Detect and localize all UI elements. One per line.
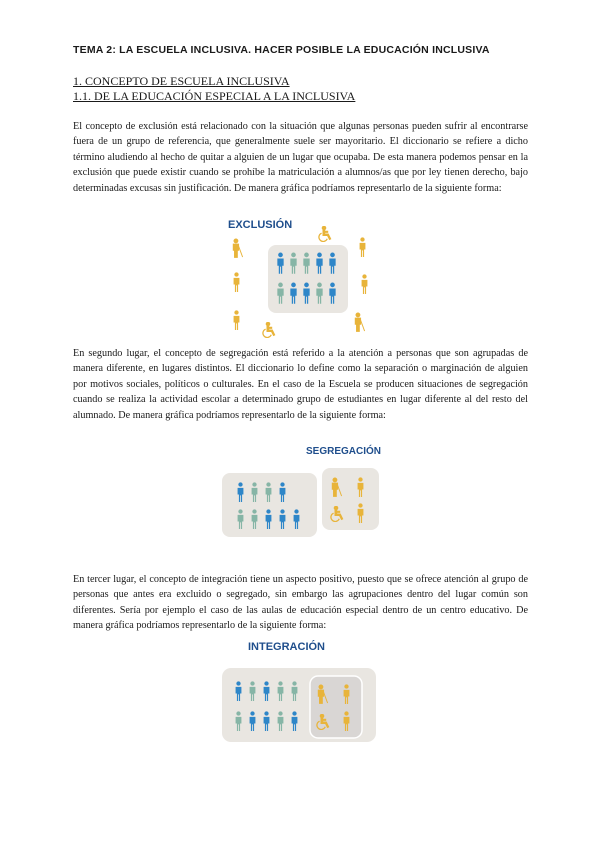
segregation-separate-box	[322, 468, 379, 530]
exclusion-label: EXCLUSIÓN	[228, 219, 293, 231]
blind-person-icon	[355, 313, 364, 332]
paragraph-integration: En tercer lugar, el concepto de integración tiene un aspecto positivo, puesto que se ofrece atención al grupo de personas que antes era excluido o segregado, sin embargo las agrupaciones dentro del lugar común son diferentes. Sería por ejemplo el caso de las aulas de educación especial dentro de un centro educativo. De manera gráfica podríamos representarlo de la siguiente forma:	[73, 574, 528, 632]
section-heading-1: 1. CONCEPTO DE ESCUELA INCLUSIVA	[73, 74, 290, 88]
paragraph-segregation: En segundo lugar, el concepto de segregación está referido a la atención a personas que son agrupadas de manera diferente, en lugares distintos. El diccionario lo define como la separación o marginación de alguien por motivos sociales, políticos o culturales. En el caso de la Escuela se producen situaciones de segregación cuando se realiza la actividad escolar a determinado grupo de estudiantes en lugar diferente al del resto del alumnado. De manera gráfica podríamos representarlo de la siguiente forma:	[73, 348, 528, 421]
blind-person-icon	[233, 239, 242, 258]
exclusion-figure	[222, 212, 392, 344]
integration-figure	[218, 636, 386, 748]
person-icon	[362, 274, 368, 294]
document-title: TEMA 2: LA ESCUELA INCLUSIVA. HACER POSIBLE LA EDUCACIÓN INCLUSIVA	[73, 44, 490, 56]
person-icon	[234, 310, 240, 330]
person-icon	[360, 237, 366, 257]
segregation-label: SEGREGACIÓN	[306, 446, 382, 457]
segregation-figure	[214, 440, 389, 540]
integration-label: INTEGRACIÓN	[248, 641, 325, 653]
wheelchair-icon	[263, 322, 275, 337]
paragraph-exclusion: El concepto de exclusión está relacionado con la situación que algunas personas pueden sufrir al encontrarse fuera de un grupo de referencia, que generalmente suele ser mayoritario. El diccionario se refiere a dicho término aludiendo al hecho de quitar a alguien de un lugar que ocupaba. De esta manera podemos pensar en la exclusión que puede existir cuando se prohíbe la matriculación a alumnos/as que por ley tienen derecho, bajo determinadas excusas sin justificación. De manera gráfica podríamos representarlo de la siguiente forma:	[73, 121, 528, 194]
wheelchair-icon	[319, 226, 331, 241]
section-heading-1-1: 1.1. DE LA EDUCACIÓN ESPECIAL A LA INCLUSIVA	[73, 89, 356, 103]
person-icon	[234, 272, 240, 292]
